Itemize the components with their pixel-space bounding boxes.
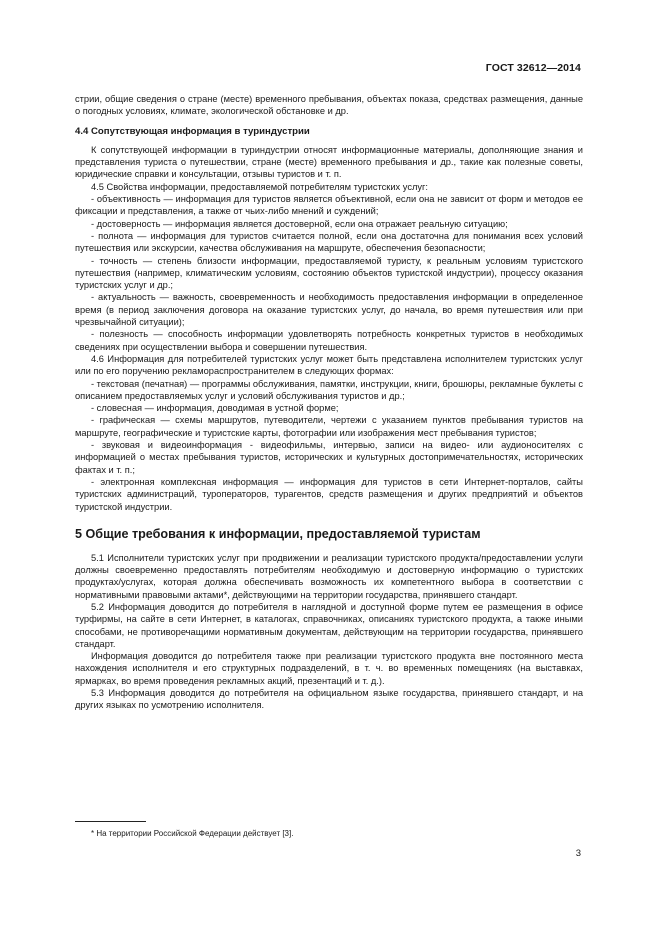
section-5-heading: 5 Общие требования к информации, предоставляемой туристам (75, 526, 481, 541)
footnote: * На территории Российской Федерации действует [3]. (91, 829, 294, 838)
list-item: - словесная — информация, доводимая в устной форме; (91, 403, 339, 414)
list-item: - достоверность — информация является достоверной, если она отражает реальную ситуацию; (91, 218, 508, 229)
intro-continuation: стрии, общие сведения о стране (месте) временного пребывания, объектах показа, средствах размещения, данные о погодных условиях, климате, экологической обстановке и др. (75, 94, 583, 117)
clause-4-5-lead: 4.5 Свойства информации, предоставляемой потребителям туристских услуг: (91, 181, 429, 192)
list-item: - объективность — информация для туристов является объективной, если она не зависит от форм и методов ее фиксации и представления, а также от чьих-либо мнений и суждений; (75, 194, 583, 217)
section-4-4-paragraph: К сопутствующей информации в туриндустрии относят информационные материалы, дополняющие знания и представления туриста о путешествии, стране (месте) временного пребывания и др., такие как полезные советы, юридические справки и консультации, отзывы туристов и т. п. (75, 144, 583, 180)
page-number: 3 (575, 848, 581, 859)
body-text (75, 93, 583, 712)
list-item: - актуальность — важность, своевременность и необходимость предоставления информации в определенное время (в период заключения договора на оказание туристских услуг, до начала, во время путешествия или при чрезвычайной ситуации); (75, 292, 583, 328)
standard-code: ГОСТ 32612—2014 (485, 62, 581, 74)
clause-5-2-continuation: Информация доводится до потребителя также при реализации туристского продукта вне постоянного места нахождения исполнителя и его структурных подразделений, в т. ч. во временных помещениях (на выставках, ярмарках, во время проведения рекламных акций, презентаций и т. д.). (75, 651, 583, 686)
list-item: - полнота — информация для туристов считается полной, если она достаточна для понимания всех условий путешествия или экскурсии, качества обслуживания на маршруте, обеспечения безопасности; (75, 230, 583, 254)
clause-4-6-lead: 4.6 Информация для потребителей туристских услуг может быть представлена исполнителем туристских услуг или по его поручению рекламораспространителем в следующих формах: (75, 353, 583, 377)
clause-5-2: 5.2 Информация доводится до потребителя в наглядной и доступной форме путем ее размещения в офисе турфирмы, на сайте в сети Интернет, в каталогах, справочниках, описаниях туристского продукта, а также иными способами, не противоречащими нормативным документам, действующим на территории государства, принявшего стандарт. (75, 601, 583, 649)
section-4-4-heading: 4.4 Сопутствующая информация в туриндустрии (75, 125, 310, 137)
list-item: - звуковая и видеоинформация - видеофильмы, интервью, записи на видео- или аудионосителях с информацией о местах пребывания туристов, исторических и культурных достопримечательностях, исторических фактах и т. п.; (75, 440, 583, 475)
clause-5-3: 5.3 Информация доводится до потребителя на официальном языке государства, принявшего стандарт, и на других языках по усмотрению исполнителя. (75, 688, 583, 711)
footnote-divider (75, 821, 146, 822)
list-item: - текстовая (печатная) — программы обслуживания, памятки, инструкции, книги, брошюры, рекламные буклеты с описанием предоставляемых услуг и условий обслуживания туристов и др.; (75, 378, 583, 401)
list-item: - электронная комплексная информация — информация для туристов в сети Интернет-порталов, сайты туристских администраций, туроператоров, турагентов, средств размещения и других предприятий и объектов туристской индустрии. (75, 476, 583, 512)
list-item: - полезность — способность информации удовлетворять потребность конкретных туристов в необходимых сведениях при осуществлении выбора и совершении путешествия. (75, 329, 583, 352)
list-item: - графическая — схемы маршрутов, путеводители, чертежи с указанием пунктов пребывания туристов на маршруте, географические и туристские карты, фотографии или изображения мест пребывания туристов; (75, 415, 583, 438)
list-item: - точность — степень близости информации, предоставляемой туристу, к реальным условиям туристского путешествия (например, климатическим условиям, состоянию объектов туристской индустрии), процессу оказания туристских услуг и др.; (75, 255, 583, 291)
clause-5-1: 5.1 Исполнители туристских услуг при продвижении и реализации туристского продукта/предоставлении услуги должны своевременно предоставлять потребителям необходимую и достоверную информацию о туристских продуктах/услугах, которая должна обеспечивать возможность их компетентного выбора в соответствии с нормативными правовыми актами*, действующими на территории государства, принявшего стандарт. (75, 552, 583, 600)
